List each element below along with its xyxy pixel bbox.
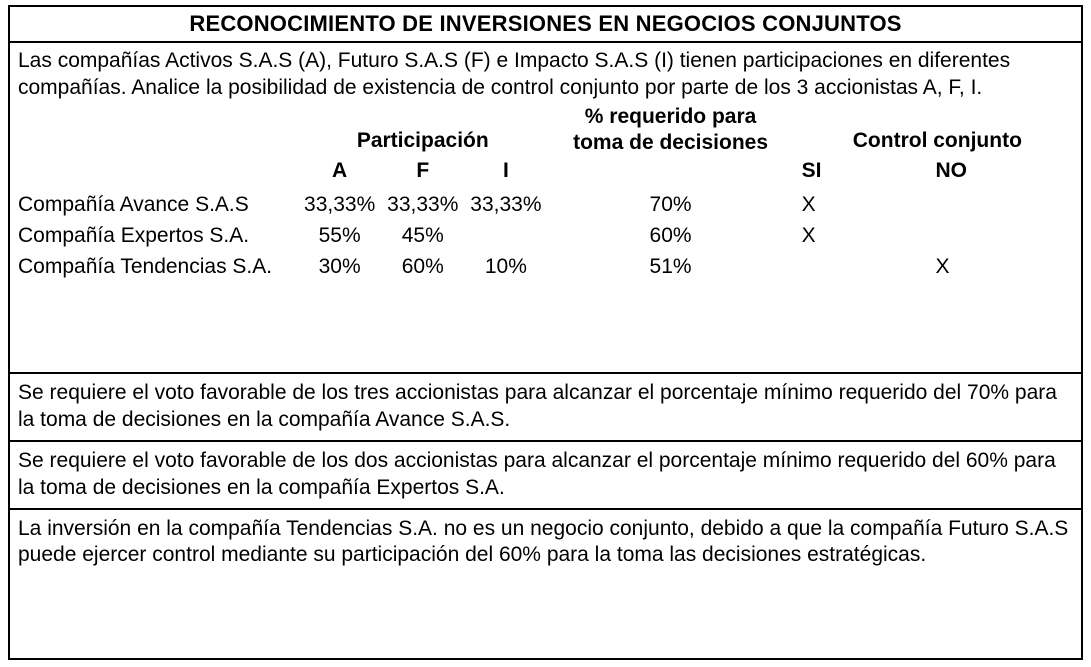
row-participation-a: 33,33% [304, 193, 376, 217]
row-participation-a: 30% [318, 255, 361, 279]
table-spacer-cell [10, 283, 1081, 309]
table-spacer-row [10, 283, 1081, 309]
row-required-percent: 51% [649, 255, 692, 279]
row-participation-i [464, 221, 547, 252]
intro-paragraph: Las compañías Activos S.A.S (A), Futuro S.A.S (F) e Impacto S.A.S (I) tienen participaciones en diferentes compañías. Analice la posibilidad de existencia de control conjunto por parte de los 3 accionistas A, F, I. [18, 49, 1011, 100]
header-empty-requerido [547, 159, 793, 190]
header-col-no: NO [935, 159, 967, 183]
row-control-si: X [801, 193, 816, 217]
analysis-table-zone [10, 104, 1081, 372]
header-empty-name [10, 104, 298, 159]
header-col-i: I [502, 159, 509, 183]
table-header-subrow [10, 159, 1081, 190]
row-participation-i: 10% [484, 255, 527, 279]
note-expertos: Se requiere el voto favorable de los dos accionistas para alcanzar el porcentaje mínimo requerido del 60% para la toma de decisiones en la compañía Expertos S.A. [10, 440, 1081, 508]
note-tendencias: La inversión en la compañía Tendencias S.A. no es un negocio conjunto, debido a que la compañía Futuro S.A.S puede ejercer control mediante su participación del 60% para la toma las decisiones estratégicas. [10, 508, 1081, 658]
header-requerido-line2: toma de decisiones [573, 130, 769, 154]
row-required-percent: 60% [649, 224, 692, 248]
row-participation-f: 45% [401, 224, 444, 248]
row-control-no [927, 190, 1081, 221]
row-participation-f: 33,33% [387, 193, 459, 217]
header-col-a: A [332, 159, 348, 183]
row-participation-a: 55% [318, 224, 361, 248]
header-control-conjunto: Control conjunto [852, 129, 1022, 153]
header-col-si: SI [801, 159, 822, 183]
row-required-percent: 70% [649, 193, 692, 217]
row-participation-i: 33,33% [470, 193, 542, 217]
row-control-si: X [801, 224, 816, 248]
table-header-group-row [10, 104, 1081, 159]
table-row [10, 190, 1081, 221]
header-empty-name-2 [10, 159, 298, 190]
row-company-name: Compañía Tendencias S.A. [18, 255, 273, 279]
header-col-f: F [416, 159, 430, 183]
row-control-no: X [935, 255, 950, 279]
header-requerido [547, 104, 793, 159]
row-company-name: Compañía Expertos S.A. [18, 224, 250, 248]
note-avance: Se requiere el voto favorable de los tres accionistas para alcanzar el porcentaje mínimo requerido del 70% para la toma de decisiones en la compañía Avance S.A.S. [10, 372, 1081, 440]
document-frame [8, 5, 1083, 660]
row-control-no [927, 221, 1081, 252]
analysis-table [10, 104, 1081, 309]
header-participacion: Participación [356, 129, 489, 153]
table-row [10, 221, 1081, 252]
row-participation-f: 60% [401, 255, 444, 279]
page-title: RECONOCIMIENTO DE INVERSIONES EN NEGOCIOS CONJUNTOS [10, 7, 1081, 43]
row-control-si [794, 252, 928, 283]
table-row [10, 252, 1081, 283]
header-requerido-line1: % requerido para [584, 105, 757, 129]
row-company-name: Compañía Avance S.A.S [18, 193, 249, 217]
